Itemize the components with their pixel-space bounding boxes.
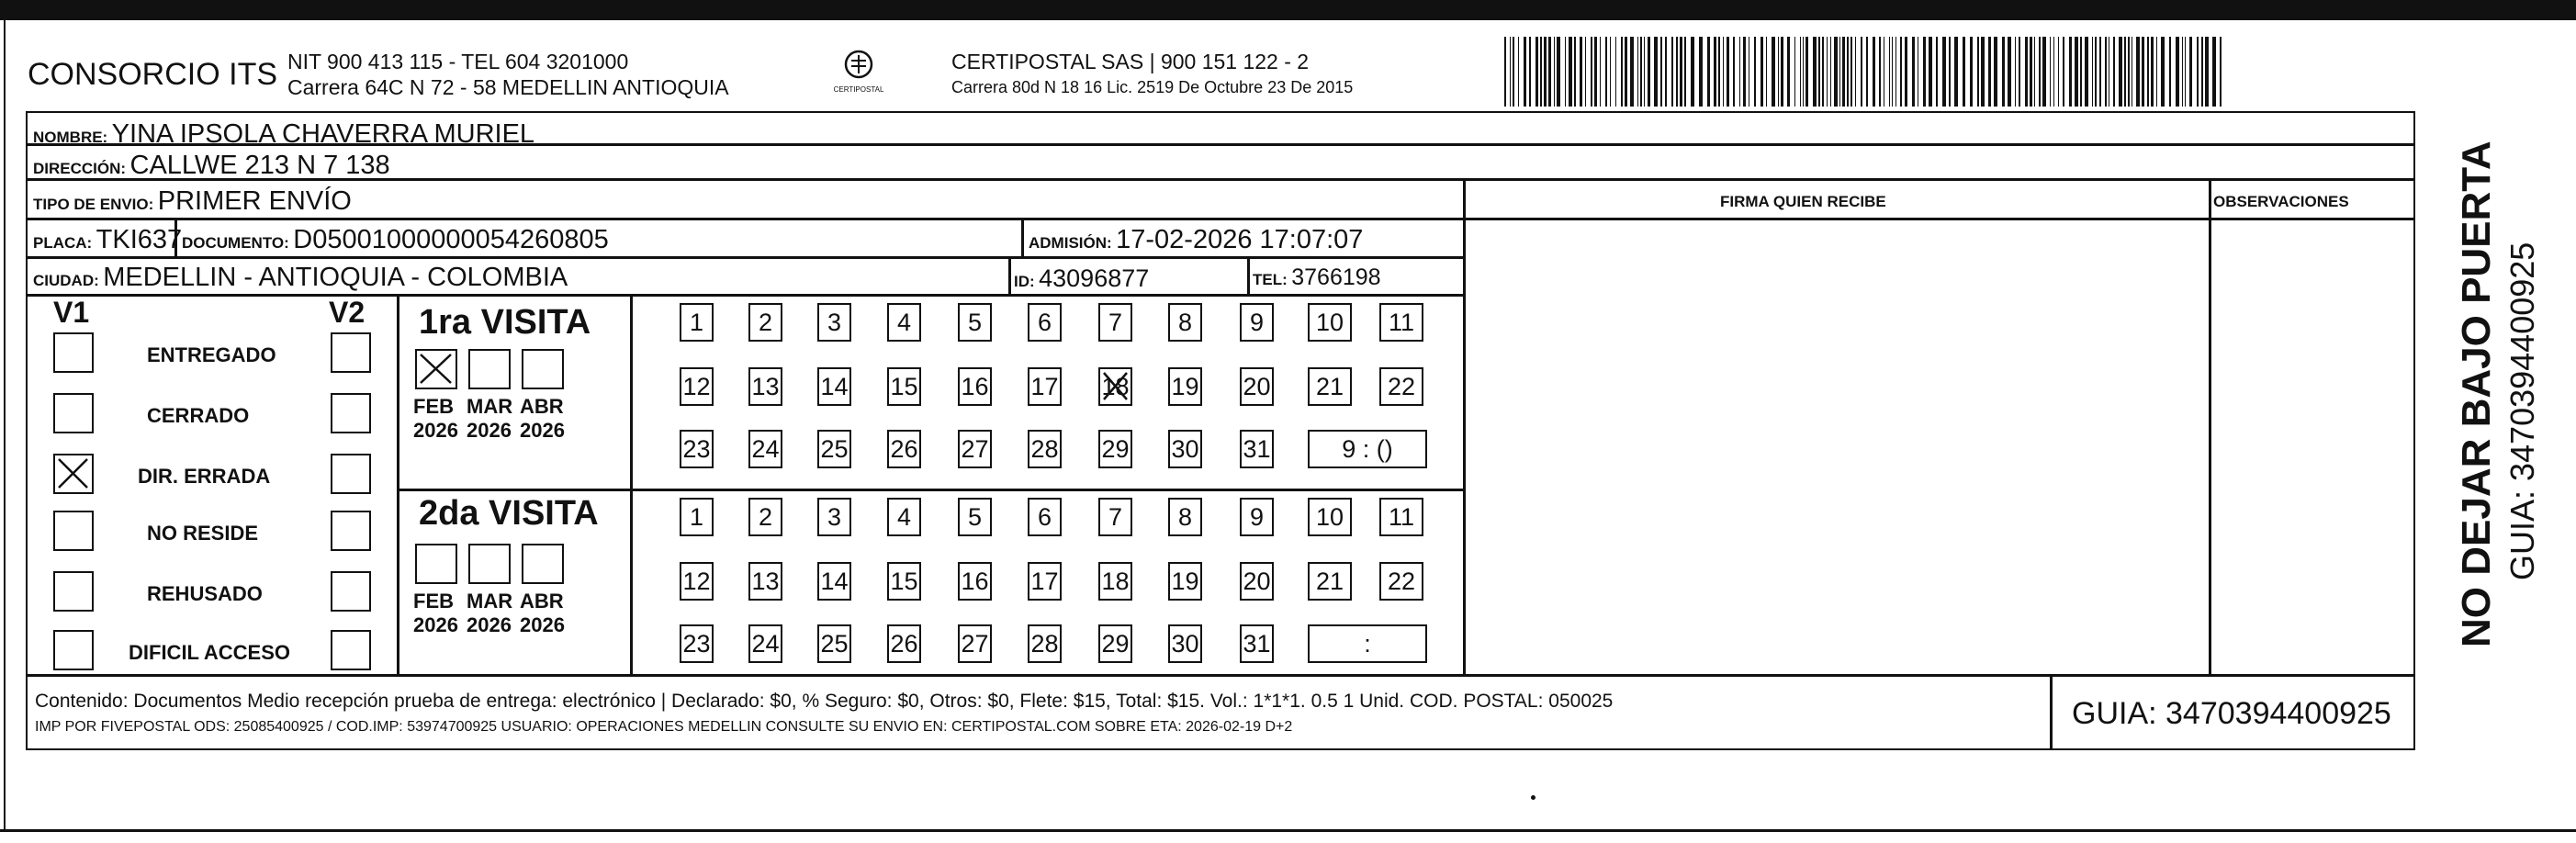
admision-value: 17-02-2026 17:07:07 — [1116, 225, 1364, 254]
v2-checkbox[interactable] — [331, 511, 371, 551]
first-visit-day-box[interactable]: 24 — [748, 430, 782, 468]
second-visit-day-box[interactable]: 17 — [1028, 562, 1062, 601]
second-visit-day-box[interactable]: 14 — [817, 562, 851, 601]
documento-value: D05001000000054260805 — [293, 225, 609, 254]
barcode — [1504, 37, 2230, 107]
second-visit-day-box[interactable]: 16 — [958, 562, 992, 601]
row-divider — [1463, 218, 2415, 220]
tipo-label: TIPO DE ENVIO: — [33, 196, 154, 213]
v1-checkbox[interactable] — [53, 630, 94, 670]
status-label: DIFICIL ACCESO — [129, 641, 291, 664]
first-visit-year-label: 2026 — [467, 419, 512, 442]
second-visit-day-box[interactable]: 1 — [680, 498, 714, 536]
footer-line-1: Contenido: Documentos Medio recepción prueba de entrega: electrónico | Declarado: $0, % Seguro: $0, Otros: $0, Flete: $15, Total: $15. Vol.: 1*1*1. 0.5 1 Unid. COD. POSTAL: 050025 — [35, 691, 1614, 712]
row-divider — [26, 294, 1463, 297]
ciudad-cell — [33, 263, 568, 293]
second-visit-day-box[interactable]: 23 — [680, 624, 714, 663]
first-visit-month-label: MAR — [467, 395, 513, 418]
v1-checkbox[interactable] — [53, 571, 94, 612]
first-visit-day-box[interactable]: 4 — [887, 303, 921, 342]
second-visit-month-box[interactable] — [468, 544, 511, 584]
first-visit-day-box[interactable]: 26 — [887, 430, 921, 468]
check-x-mark — [417, 351, 455, 387]
second-visit-month-label: ABR — [520, 590, 564, 613]
second-visit-day-box[interactable]: 3 — [817, 498, 851, 536]
second-visit-day-box[interactable]: 21 — [1308, 562, 1352, 601]
second-visit-day-box[interactable]: 2 — [748, 498, 782, 536]
second-visit-month-label: MAR — [467, 590, 513, 613]
observaciones-header: OBSERVACIONES — [2213, 193, 2349, 210]
second-visit-day-box[interactable]: 31 — [1240, 624, 1274, 663]
first-visit-day-box[interactable]: 16 — [958, 367, 992, 406]
second-visit-title: 2da VISITA — [419, 494, 599, 533]
status-label: REHUSADO — [147, 582, 263, 605]
column-divider — [2209, 178, 2211, 674]
id-cell — [1014, 264, 1149, 293]
second-visit-day-box[interactable]: 26 — [887, 624, 921, 663]
first-visit-day-box[interactable]: 29 — [1098, 430, 1132, 468]
cell-divider — [1247, 256, 1250, 294]
first-visit-day-box[interactable]: 12 — [680, 367, 714, 406]
cell-divider — [1021, 218, 1024, 256]
documento-cell — [182, 225, 609, 255]
v1-header: V1 — [53, 296, 90, 329]
stray-dot — [1531, 795, 1535, 800]
courier-line-1: CERTIPOSTAL SAS | 900 151 122 - 2 — [951, 50, 1310, 73]
status-label: NO RESIDE — [147, 522, 259, 545]
column-divider — [1463, 178, 1466, 674]
second-visit-day-box[interactable]: 20 — [1240, 562, 1274, 601]
first-visit-day-box[interactable]: 28 — [1028, 430, 1062, 468]
first-visit-day-box[interactable]: 1 — [680, 303, 714, 342]
footer-guia: GUIA: 3470394400925 — [2072, 696, 2391, 731]
first-visit-day-box[interactable]: 23 — [680, 430, 714, 468]
placa-cell — [33, 225, 182, 255]
second-visit-month-box[interactable] — [415, 544, 457, 584]
direccion-value: CALLWE 213 N 7 138 — [129, 151, 390, 180]
first-visit-month-box[interactable] — [415, 349, 457, 389]
first-visit-month-box[interactable] — [468, 349, 511, 389]
side-guia: GUIA: 3470394400925 — [2503, 242, 2541, 580]
admision-label: ADMISIÓN: — [1029, 234, 1112, 252]
first-visit-year-label: 2026 — [520, 419, 565, 442]
footer-line-2: IMP POR FIVEPOSTAL ODS: 25085400925 / COD.IMP: 53974700925 USUARIO: OPERACIONES MEDELLIN CONSULTE SU ENVIO EN: CERTIPOSTAL.COM SOBRE ETA: 2026-02-19 D+2 — [35, 719, 1293, 735]
second-visit-year-label: 2026 — [467, 613, 512, 636]
tel-cell — [1253, 264, 1381, 291]
first-visit-day-box[interactable]: 21 — [1308, 367, 1352, 406]
first-visit-day-box[interactable]: 15 — [887, 367, 921, 406]
second-visit-year-label: 2026 — [413, 613, 458, 636]
first-visit-day-box[interactable]: 13 — [748, 367, 782, 406]
nombre-label: NOMBRE: — [33, 129, 108, 146]
v1-checkbox[interactable] — [53, 393, 94, 433]
status-label: CERRADO — [147, 404, 250, 427]
second-visit-day-box[interactable]: 5 — [958, 498, 992, 536]
second-visit-day-box[interactable]: 27 — [958, 624, 992, 663]
tipo-value: PRIMER ENVÍO — [157, 186, 352, 216]
second-visit-day-box[interactable]: 10 — [1308, 498, 1352, 536]
v2-header: V2 — [329, 296, 366, 329]
form-outer — [26, 111, 2415, 750]
cell-divider — [630, 294, 633, 674]
second-visit-day-box[interactable]: 22 — [1379, 562, 1423, 601]
left-border — [4, 20, 6, 832]
courier-line-2: Carrera 80d N 18 16 Lic. 2519 De Octubre 23 De 2015 — [951, 78, 1354, 96]
row-divider — [397, 489, 1463, 491]
first-visit-day-box[interactable]: 7 — [1098, 303, 1132, 342]
first-visit-day-box[interactable]: 5 — [958, 303, 992, 342]
placa-value: TKI637 — [96, 225, 183, 254]
second-visit-day-box[interactable]: 7 — [1098, 498, 1132, 536]
first-visit-day-box[interactable]: 3 — [817, 303, 851, 342]
second-visit-day-box[interactable]: 30 — [1168, 624, 1202, 663]
first-visit-day-box[interactable]: 17 — [1028, 367, 1062, 406]
no-dejar-warning: NO DEJAR BAJO PUERTA — [2454, 140, 2499, 647]
second-visit-day-box[interactable]: 9 — [1240, 498, 1274, 536]
company-name: CONSORCIO ITS — [28, 57, 278, 92]
status-label: ENTREGADO — [147, 343, 276, 366]
v1-checkbox[interactable] — [53, 454, 94, 494]
second-visit-day-box[interactable]: 15 — [887, 562, 921, 601]
nombre-value: YINA IPSOLA CHAVERRA MURIEL — [111, 119, 535, 149]
first-visit-day-box[interactable]: 8 — [1168, 303, 1202, 342]
first-visit-day-box[interactable]: 31 — [1240, 430, 1274, 468]
second-visit-day-box[interactable]: 24 — [748, 624, 782, 663]
second-visit-day-box[interactable]: 4 — [887, 498, 921, 536]
first-visit-month-label: ABR — [520, 395, 564, 418]
first-visit-day-box[interactable]: 20 — [1240, 367, 1274, 406]
v2-checkbox[interactable] — [331, 393, 371, 433]
second-visit-day-box[interactable]: 11 — [1379, 498, 1423, 536]
v2-checkbox[interactable] — [331, 332, 371, 373]
first-visit-day-box[interactable]: 6 — [1028, 303, 1062, 342]
id-label: ID: — [1014, 273, 1035, 290]
admision-cell — [1029, 225, 1363, 255]
ciudad-value: MEDELLIN - ANTIOQUIA - COLOMBIA — [103, 263, 568, 292]
ciudad-label: CIUDAD: — [33, 272, 99, 289]
direccion-label: DIRECCIÓN: — [33, 160, 127, 177]
company-line-2: Carrera 64C N 72 - 58 MEDELLIN ANTIOQUIA — [287, 75, 729, 99]
second-visit-day-box[interactable]: 12 — [680, 562, 714, 601]
company-line-1: NIT 900 413 115 - TEL 604 3201000 — [287, 50, 629, 73]
first-visit-day-box[interactable]: 14 — [817, 367, 851, 406]
first-visit-title: 1ra VISITA — [419, 303, 591, 342]
second-visit-month-box[interactable] — [522, 544, 564, 584]
cell-divider — [1008, 256, 1011, 294]
certipostal-logo — [831, 44, 886, 99]
status-label: DIR. ERRADA — [138, 465, 271, 488]
tel-value: 3766198 — [1291, 264, 1381, 290]
first-visit-year-label: 2026 — [413, 419, 458, 442]
second-visit-day-box[interactable]: 6 — [1028, 498, 1062, 536]
row-divider — [26, 218, 1463, 220]
first-visit-day-box[interactable]: 2 — [748, 303, 782, 342]
second-visit-day-box[interactable]: 28 — [1028, 624, 1062, 663]
first-visit-day-box[interactable]: 9 — [1240, 303, 1274, 342]
first-visit-day-box[interactable]: 22 — [1379, 367, 1423, 406]
placa-label: PLACA: — [33, 234, 93, 252]
second-visit-year-label: 2026 — [520, 613, 565, 636]
tipo-row — [33, 186, 352, 217]
firma-header: FIRMA QUIEN RECIBE — [1720, 193, 1886, 210]
first-visit-time-box[interactable]: 9 : () — [1308, 430, 1427, 468]
first-visit-day-box[interactable]: 25 — [817, 430, 851, 468]
second-visit-month-label: FEB — [413, 590, 454, 613]
second-visit-day-box[interactable]: 8 — [1168, 498, 1202, 536]
id-value: 43096877 — [1039, 264, 1150, 292]
first-visit-day-box[interactable]: 11 — [1379, 303, 1423, 342]
first-visit-day-box[interactable]: 30 — [1168, 430, 1202, 468]
v2-checkbox[interactable] — [331, 454, 371, 494]
first-visit-month-box[interactable] — [522, 349, 564, 389]
row-divider — [26, 674, 2415, 677]
documento-label: DOCUMENTO: — [182, 234, 289, 252]
first-visit-day-box[interactable]: 10 — [1308, 303, 1352, 342]
v1-checkbox[interactable] — [53, 332, 94, 373]
second-visit-day-box[interactable]: 25 — [817, 624, 851, 663]
check-x-mark — [55, 455, 91, 491]
second-visit-day-box[interactable]: 13 — [748, 562, 782, 601]
first-visit-day-box[interactable]: 19 — [1168, 367, 1202, 406]
top-border — [0, 0, 2576, 20]
cell-divider — [2050, 674, 2053, 750]
check-x-mark — [1100, 369, 1131, 403]
second-visit-time-box[interactable]: : — [1308, 624, 1427, 663]
v2-checkbox[interactable] — [331, 630, 371, 670]
nombre-row — [33, 119, 534, 150]
direccion-row — [33, 151, 390, 181]
first-visit-day-box[interactable]: 18 — [1098, 367, 1132, 406]
second-visit-day-box[interactable]: 29 — [1098, 624, 1132, 663]
v1-checkbox[interactable] — [53, 511, 94, 551]
bottom-border — [0, 829, 2576, 832]
first-visit-day-box[interactable]: 27 — [958, 430, 992, 468]
logo-text: CERTIPOSTAL — [833, 85, 884, 94]
tel-label: TEL: — [1253, 271, 1288, 288]
v2-checkbox[interactable] — [331, 571, 371, 612]
cell-divider — [397, 294, 399, 674]
first-visit-month-label: FEB — [413, 395, 454, 418]
second-visit-day-box[interactable]: 19 — [1168, 562, 1202, 601]
second-visit-day-box[interactable]: 18 — [1098, 562, 1132, 601]
